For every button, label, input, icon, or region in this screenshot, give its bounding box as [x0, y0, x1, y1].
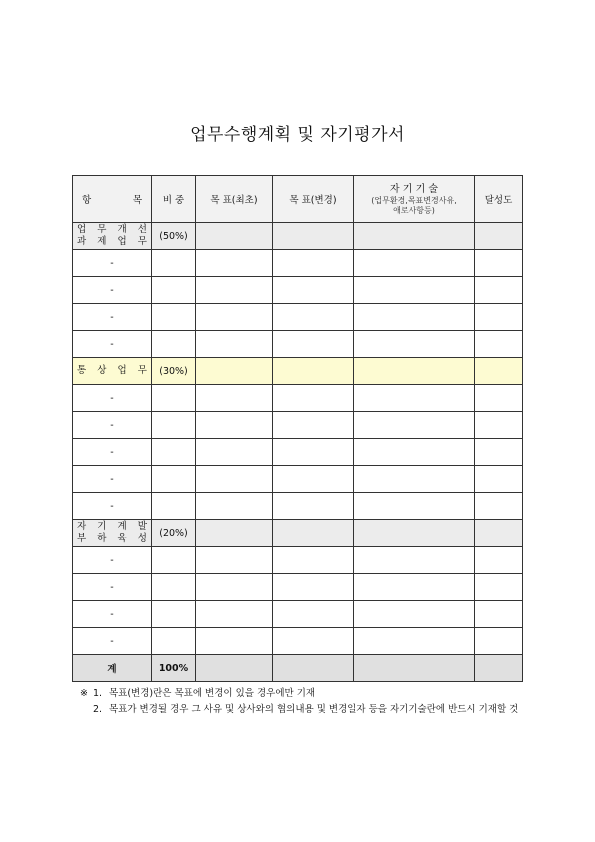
goal-changed-cell[interactable] [273, 277, 354, 304]
table-row [73, 628, 523, 655]
section-label [73, 520, 152, 547]
goal-initial-cell[interactable] [196, 628, 273, 655]
self-description-cell[interactable] [354, 601, 475, 628]
self-description-cell[interactable] [354, 304, 475, 331]
achievement-cell[interactable] [475, 628, 523, 655]
table-row [73, 250, 523, 277]
table-row [73, 412, 523, 439]
item-cell: - [73, 439, 152, 466]
goal-changed-cell[interactable] [273, 331, 354, 358]
section-weight: (30%) [152, 358, 196, 385]
goal-initial-cell[interactable] [196, 250, 273, 277]
achievement-cell[interactable] [475, 277, 523, 304]
weight-cell[interactable] [152, 628, 196, 655]
item-cell: - [73, 466, 152, 493]
self-description-cell[interactable] [354, 547, 475, 574]
achievement-cell[interactable] [475, 601, 523, 628]
item-cell: - [73, 493, 152, 520]
self-description-cell[interactable] [354, 466, 475, 493]
achievement-cell[interactable] [475, 304, 523, 331]
plan-table [72, 175, 523, 682]
item-cell: - [73, 601, 152, 628]
footnote-1: ※ 1. 목표(변경)란은 목표에 변경이 있을 경우에만 기재 [80, 688, 316, 699]
page-title: 업무수행계획 및 자기평가서 [190, 125, 405, 145]
goal-initial-cell[interactable] [196, 493, 273, 520]
self-description-cell[interactable] [354, 574, 475, 601]
section-label-line: 부 하 육 성 [77, 533, 147, 544]
achievement-cell[interactable] [475, 385, 523, 412]
goal-initial-cell[interactable] [196, 412, 273, 439]
footnote-2: 2. 목표가 변경될 경우 그 사유 및 상사와의 협의내용 및 변경일자 등을 자기기술란에 반드시 기재할 것 [93, 704, 519, 715]
self-description-cell[interactable] [354, 655, 475, 682]
goal-initial-cell[interactable] [196, 331, 273, 358]
section-label-line: 통 상 업 무 [77, 365, 147, 376]
achievement-cell[interactable] [475, 412, 523, 439]
achievement-cell[interactable] [475, 493, 523, 520]
weight-cell[interactable] [152, 331, 196, 358]
weight-cell[interactable] [152, 601, 196, 628]
goal-changed-cell[interactable] [273, 304, 354, 331]
item-cell: - [73, 412, 152, 439]
table-row [73, 304, 523, 331]
weight-cell[interactable] [152, 250, 196, 277]
goal-initial-cell[interactable] [196, 520, 273, 547]
item-cell: - [73, 250, 152, 277]
goal-initial-cell[interactable] [196, 439, 273, 466]
weight-cell[interactable] [152, 439, 196, 466]
achievement-cell[interactable] [475, 466, 523, 493]
goal-initial-cell[interactable] [196, 655, 273, 682]
goal-initial-cell[interactable] [196, 223, 273, 250]
goal-initial-cell[interactable] [196, 601, 273, 628]
section-row [73, 223, 523, 250]
item-cell: - [73, 331, 152, 358]
table-row [73, 493, 523, 520]
self-description-cell[interactable] [354, 250, 475, 277]
section-row [73, 358, 523, 385]
weight-cell[interactable] [152, 385, 196, 412]
goal-changed-cell[interactable] [273, 466, 354, 493]
header-achievement: 달성도 [475, 176, 523, 223]
item-cell: - [73, 385, 152, 412]
header-goal-changed: 목 표(변경) [273, 176, 354, 223]
self-description-cell[interactable] [354, 277, 475, 304]
header-item: 항 목 [73, 176, 152, 223]
section-label [73, 223, 152, 250]
table-row [73, 385, 523, 412]
self-description-cell[interactable] [354, 385, 475, 412]
table-row [73, 439, 523, 466]
goal-changed-cell[interactable] [273, 439, 354, 466]
total-row [73, 655, 523, 682]
goal-changed-cell[interactable] [273, 601, 354, 628]
item-cell: - [73, 628, 152, 655]
section-row [73, 520, 523, 547]
goal-initial-cell[interactable] [196, 385, 273, 412]
goal-changed-cell[interactable] [273, 412, 354, 439]
table-row [73, 277, 523, 304]
achievement-cell[interactable] [475, 250, 523, 277]
weight-cell[interactable] [152, 547, 196, 574]
item-cell: - [73, 547, 152, 574]
achievement-cell[interactable] [475, 439, 523, 466]
achievement-cell[interactable] [475, 547, 523, 574]
goal-changed-cell[interactable] [273, 628, 354, 655]
table-row [73, 331, 523, 358]
section-label [73, 358, 152, 385]
weight-cell[interactable] [152, 277, 196, 304]
weight-cell[interactable] [152, 466, 196, 493]
self-description-cell[interactable] [354, 493, 475, 520]
self-description-cell[interactable] [354, 439, 475, 466]
section-label-line: 자 기 계 발 [77, 521, 147, 532]
goal-changed-cell[interactable] [273, 493, 354, 520]
goal-initial-cell[interactable] [196, 574, 273, 601]
total-weight: 100% [152, 655, 196, 682]
weight-cell[interactable] [152, 304, 196, 331]
achievement-cell[interactable] [475, 223, 523, 250]
goal-changed-cell[interactable] [273, 385, 354, 412]
header-self-description: 자 기 기 술 (업무환경,목표변경사유, 애로사항등) [354, 176, 475, 223]
total-label: 계 [73, 655, 152, 682]
achievement-cell[interactable] [475, 331, 523, 358]
goal-initial-cell[interactable] [196, 547, 273, 574]
goal-changed-cell[interactable] [273, 250, 354, 277]
self-description-cell[interactable] [354, 331, 475, 358]
self-description-cell[interactable] [354, 628, 475, 655]
goal-changed-cell[interactable] [273, 655, 354, 682]
section-label-line: 업 무 개 선 [77, 224, 147, 235]
self-description-cell[interactable] [354, 223, 475, 250]
achievement-cell[interactable] [475, 520, 523, 547]
achievement-cell[interactable] [475, 358, 523, 385]
weight-cell[interactable] [152, 493, 196, 520]
self-description-cell[interactable] [354, 412, 475, 439]
weight-cell[interactable] [152, 574, 196, 601]
header-goal-initial: 목 표(최초) [196, 176, 273, 223]
section-weight: (20%) [152, 520, 196, 547]
self-description-cell[interactable] [354, 520, 475, 547]
goal-initial-cell[interactable] [196, 304, 273, 331]
goal-changed-cell[interactable] [273, 520, 354, 547]
item-cell: - [73, 304, 152, 331]
section-label-line: 과 제 업 무 [77, 236, 147, 247]
goal-changed-cell[interactable] [273, 547, 354, 574]
goal-changed-cell[interactable] [273, 358, 354, 385]
table-row [73, 547, 523, 574]
item-cell: - [73, 574, 152, 601]
section-weight: (50%) [152, 223, 196, 250]
weight-cell[interactable] [152, 412, 196, 439]
self-description-cell[interactable] [354, 358, 475, 385]
goal-initial-cell[interactable] [196, 358, 273, 385]
goal-initial-cell[interactable] [196, 466, 273, 493]
achievement-cell[interactable] [475, 655, 523, 682]
table-row [73, 601, 523, 628]
footnotes [80, 686, 540, 718]
table-header-row [73, 176, 523, 223]
goal-initial-cell[interactable] [196, 277, 273, 304]
table-row [73, 466, 523, 493]
achievement-cell[interactable] [475, 574, 523, 601]
goal-changed-cell[interactable] [273, 574, 354, 601]
item-cell: - [73, 277, 152, 304]
goal-changed-cell[interactable] [273, 223, 354, 250]
table-row [73, 574, 523, 601]
header-weight: 비 중 [152, 176, 196, 223]
